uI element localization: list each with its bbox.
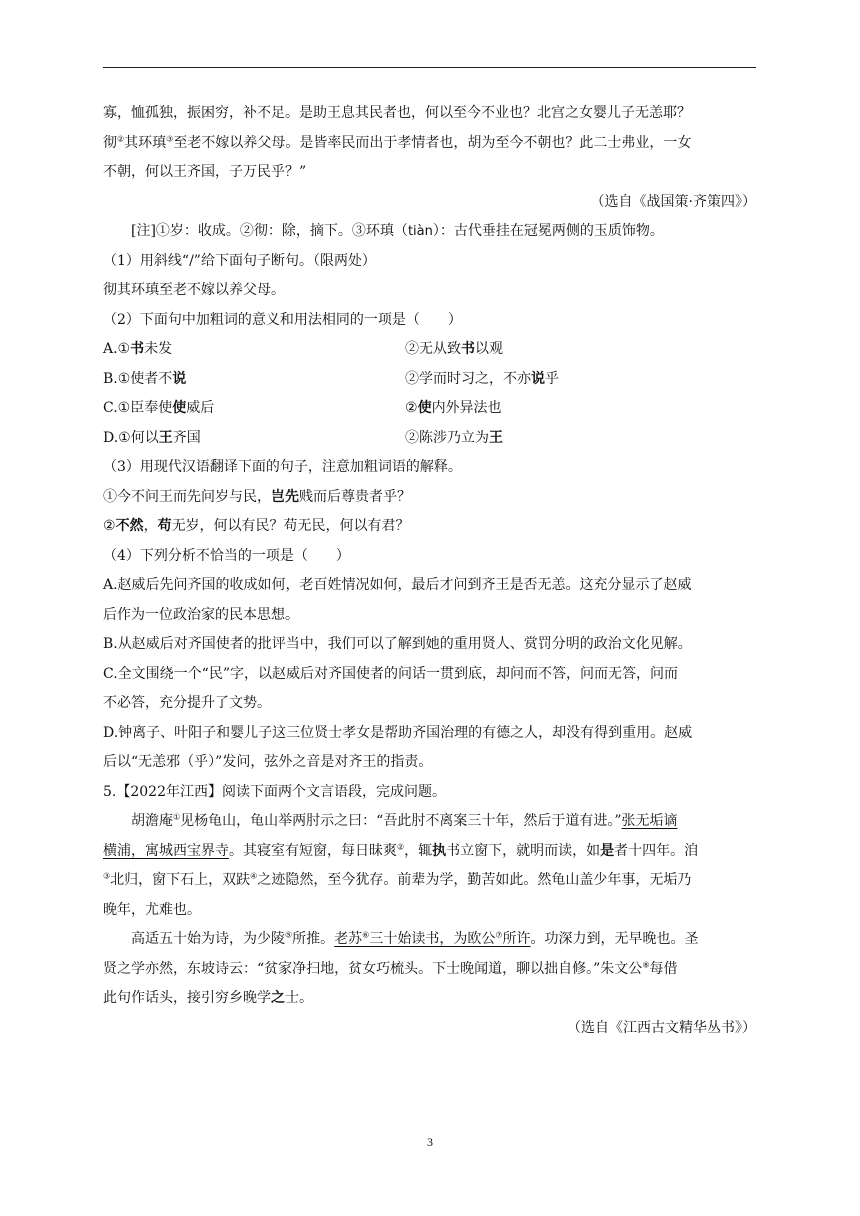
- option-d: D.①何以王齐国 ②陈涉乃立为王: [103, 429, 503, 446]
- passage-line: 高适五十始为诗，为少陵⑤所推。老苏⑥三十始读书，为欧公⑦所许。功深力到，无早晚也。圣: [131, 930, 699, 947]
- footnote-marker: ①: [173, 812, 181, 822]
- footnote-marker: ③: [166, 133, 174, 143]
- text-line: B.从赵威后对齐国使者的批评当中，我们可以了解到她的重用贤人、赏罚分明的政治文化见解。: [103, 636, 692, 652]
- question-3: （3）用现代汉语翻译下面的句子，注意加粗词语的解释。: [103, 459, 462, 475]
- text-line: ②不然，苟无岁，何以有民？苟无民，何以有君？: [103, 518, 410, 534]
- header-rule: [103, 67, 756, 68]
- passage-line: 此句作话头，接引穷乡晚学之士。: [103, 990, 313, 1006]
- footnote-marker: ②: [397, 841, 405, 851]
- question-5: 5.【2022年江西】阅读下面两个文言语段，完成问题。: [103, 783, 446, 800]
- footnote-marker: ⑦: [495, 930, 503, 940]
- passage-line: 横浦，寓城西宝界寺。其寝室有短窗，每日昧爽②，辄执书立窗下，就明而读，如是者十四年。洎: [103, 841, 699, 859]
- text-line: ①今不问王而先问岁与民，岂先贱而后尊贵者乎？: [103, 488, 411, 505]
- text-line: D.钟离子、叶阳子和婴儿子这三位贤士孝女是帮助齐国治理的有德之人，却没有得到重用。赵威: [103, 724, 693, 741]
- source-citation: （选自《江西古文精华丛书》）: [567, 1019, 756, 1036]
- question-1: （1）用斜线“/”给下面句子断句。（限两处）: [103, 252, 376, 269]
- footnote-marker: ②: [117, 133, 125, 143]
- text-line: A.赵威后先问齐国的收成如何，老百姓情况如何，最后才问到齐王是否无恙。这充分显示了赵威: [103, 577, 692, 593]
- document-body: [103, 99, 756, 1043]
- text-line: 后以“无恙邪（乎）”发问，弦外之音是对齐王的指责。: [103, 754, 433, 770]
- text-line: 不朝，何以王齐国，子万民乎？”: [103, 164, 307, 180]
- text-line: 后作为一位政治家的民本思想。: [103, 606, 299, 623]
- source-citation: （选自《战国策·齐策四》）: [590, 193, 756, 210]
- text-line: 不必答，充分提升了文势。: [103, 695, 271, 711]
- annotation-note: [注]①岁：收成。②彻：除，摘下。③环瑱（tiàn）：古代垂挂在冠冕两侧的玉质饰物。: [131, 223, 664, 239]
- footnote-marker: ⑧: [642, 959, 650, 969]
- question-2: （2）下面句中加粗词的意义和用法相同的一项是（ ）: [103, 311, 462, 328]
- text-line: C.全文围绕一个“民”字，以赵威后对齐国使者的问话一贯到底，却问而不答，问而无答，问而: [103, 665, 678, 682]
- option-c: C.①臣奉使使威后 ②使内外异法也: [103, 400, 502, 416]
- passage-line: 胡澹庵①见杨龟山，龟山举两肘示之曰：“吾此肘不离案三十年，然后于道有进。”张无垢谪: [131, 812, 678, 829]
- footnote-marker: ③: [103, 871, 111, 881]
- passage-line: 晚年，尤难也。: [103, 901, 201, 918]
- passage-line: ③北归，窗下石上，双趺④之迹隐然，至今犹存。前辈为学，勤苦如此。然龟山盖少年事，无垢乃: [103, 871, 692, 888]
- question-4: （4）下列分析不恰当的一项是（ ）: [103, 547, 350, 564]
- footnote-marker: ⑥: [362, 930, 370, 940]
- text-line: 彻其环瑱至老不嫁以养父母。: [103, 282, 285, 298]
- footnote-marker: ⑤: [285, 930, 293, 940]
- passage-line: 贤之学亦然，东坡诗云：“贫家净扫地，贫女巧梳头。下士晚闻道，聊以拙自修。”朱文公⑧每借: [103, 959, 678, 977]
- option-a: A.①书未发 ②无从致书以观: [103, 341, 503, 357]
- page-number: 3: [427, 1135, 433, 1149]
- option-b: B.①使者不说 ②学而时习之，不亦说乎: [103, 370, 559, 387]
- text-line: 寡，恤孤独，振困穷，补不足。是助王息其民者也，何以至今不业也？北宫之女婴儿子无恙耶？: [103, 105, 691, 121]
- text-line: 彻②其环瑱③至老不嫁以养父母。是皆率民而出于孝情者也，胡为至今不朝也？此二士弗业，一女: [103, 133, 692, 151]
- footnote-marker: ④: [250, 871, 258, 881]
